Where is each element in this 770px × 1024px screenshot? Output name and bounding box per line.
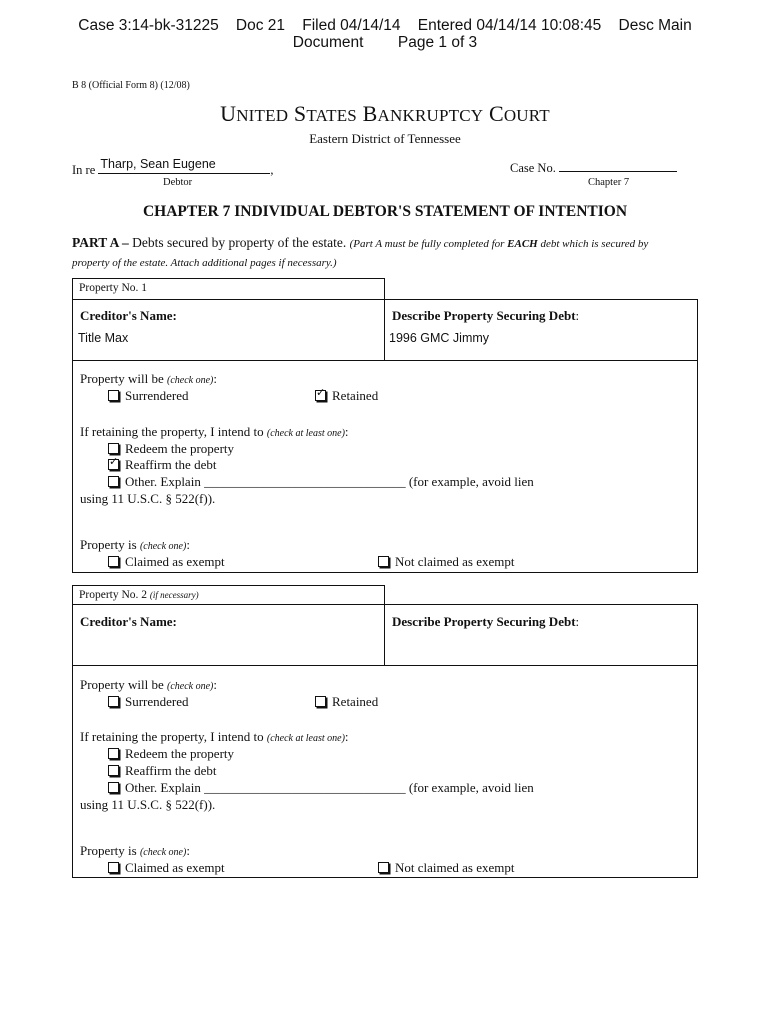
retained-checkbox[interactable] [315,390,326,401]
property-options-1 [72,360,698,573]
other-option[interactable]: Other. Explain _______________________________ (for example, avoid lien [108,780,534,796]
not-claimed-exempt-option[interactable]: Not claimed as exempt [378,554,515,570]
other-checkbox[interactable] [108,782,119,793]
filing-header-line-1: Case 3:14-bk-31225 Doc 21 Filed 04/14/14 Entered 04/14/14 10:08:45 Desc Main [78,17,692,34]
in-re-label: In re [72,163,96,177]
redeem-option[interactable]: Redeem the property [108,746,234,762]
debtor-label: Debtor [163,177,193,188]
property-will-be-label: Property will be (check one): [80,677,217,692]
surrendered-checkbox[interactable] [108,696,119,707]
surrendered-option[interactable]: Surrendered [108,388,189,404]
retained-option[interactable]: ✓ Retained [315,388,378,404]
case-number-field[interactable] [559,159,677,172]
court-title: UNITED STATES BANKRUPTCY COURT [220,101,550,126]
reaffirm-checkbox[interactable] [108,765,119,776]
part-a-intro [72,234,682,272]
part-a-text: Debts secured by property of the estate. [132,235,347,250]
part-a-note: (Part A must be fully completed for EACH debt which is secured by property of the estate. Attach additional pages if necessary.) [72,238,649,269]
claimed-exempt-checkbox[interactable] [108,556,119,567]
other-option-continued: using 11 U.S.C. § 522(f)). [80,797,216,812]
describe-property-label: Describe Property Securing Debt: [392,308,580,323]
case-number-label: Case No. [510,161,556,175]
chapter-label: Chapter 7 [588,177,630,188]
property-will-be-label: Property will be (check one): [80,371,217,386]
in-re-line: In re Tharp, Sean Eugene , [72,157,274,177]
surrendered-checkbox[interactable] [108,390,119,401]
property-number-2: Property No. 2 (if necessary) [72,585,385,605]
claimed-exempt-option[interactable]: Claimed as exempt [108,554,225,570]
debtor-name: Tharp, Sean Eugene [100,157,216,171]
reaffirm-option[interactable]: Reaffirm the debt [108,763,216,779]
property-number-1: Property No. 1 [72,278,385,300]
other-option-continued: using 11 U.S.C. § 522(f)). [80,491,216,506]
creditor-name-label: Creditor's Name: [80,614,177,629]
redeem-checkbox[interactable] [108,443,119,454]
form-number: B 8 (Official Form 8) (12/08) [72,80,190,91]
part-a-label: PART A – [72,235,129,250]
property-description-cell-2[interactable] [384,604,698,666]
property-is-label: Property is (check one): [80,843,190,858]
not-claimed-exempt-option[interactable]: Not claimed as exempt [378,860,515,876]
not-claimed-exempt-checkbox[interactable] [378,862,389,873]
court-district: Eastern District of Tennessee [309,131,461,146]
statement-title: CHAPTER 7 INDIVIDUAL DEBTOR'S STATEMENT OF INTENTION [142,203,628,220]
filing-header-line-2: Document Page 1 of 3 [292,34,478,51]
debtor-name-field[interactable] [98,159,270,174]
creditor-name-cell-1[interactable] [72,299,385,361]
reaffirm-checkbox[interactable] [108,459,119,470]
describe-property-label: Describe Property Securing Debt: [392,614,580,629]
surrendered-option[interactable]: Surrendered [108,694,189,710]
other-option[interactable]: Other. Explain _______________________________ (for example, avoid lien [108,474,534,490]
claimed-exempt-checkbox[interactable] [108,862,119,873]
retained-option[interactable]: Retained [315,694,378,710]
property-description-cell-1[interactable] [384,299,698,361]
property-is-label: Property is (check one): [80,537,190,552]
redeem-checkbox[interactable] [108,748,119,759]
retained-checkbox[interactable] [315,696,326,707]
intend-label: If retaining the property, I intend to (check at least one): [80,729,349,744]
creditor-name-cell-2[interactable] [72,604,385,666]
intend-label: If retaining the property, I intend to (check at least one): [80,424,349,439]
not-claimed-exempt-checkbox[interactable] [378,556,389,567]
describe-property-value: 1996 GMC Jimmy [389,331,490,345]
property-options-2 [72,665,698,878]
redeem-option[interactable]: Redeem the property [108,441,234,457]
reaffirm-option[interactable]: ✓Reaffirm the debt [108,457,216,473]
case-number-line [510,159,677,176]
creditor-name-value: Title Max [78,331,129,345]
creditor-name-label: Creditor's Name: [80,308,177,323]
other-checkbox[interactable] [108,476,119,487]
claimed-exempt-option[interactable]: Claimed as exempt [108,860,225,876]
